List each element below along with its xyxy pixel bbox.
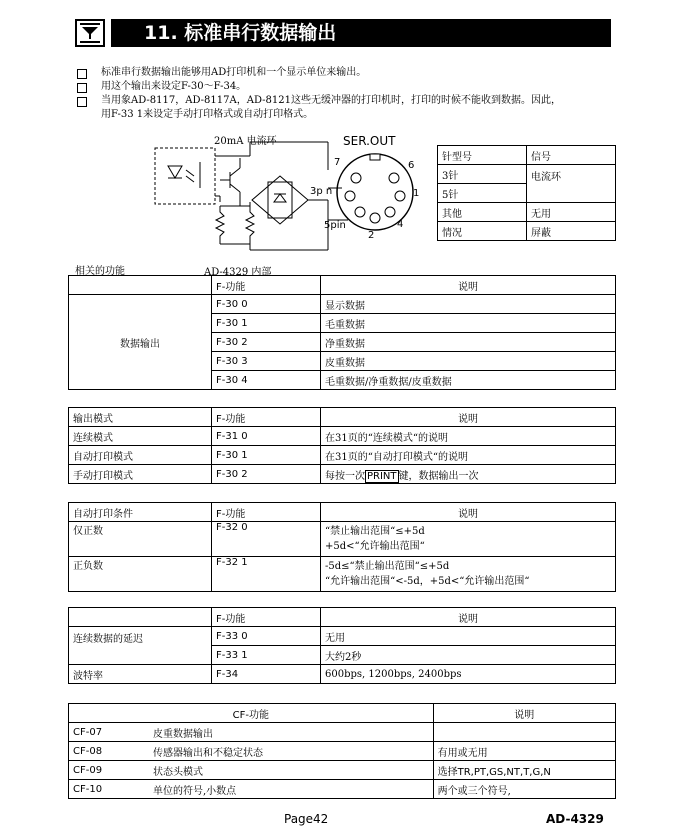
pin-label-1: 1 (413, 188, 420, 199)
model-name: AD-4329 (546, 812, 604, 826)
table-row: F-33 1 大约2秒 (69, 646, 616, 665)
pin-label-7: 7 (334, 157, 341, 168)
table-row: F-功能 说明 (69, 608, 616, 627)
table-row: 正负数 F-32 1 -5d≤“禁止输出范围“≤+5d “允许输出范围“<-5d，+5d<“允许输出范围“ (69, 557, 616, 592)
pin-label-4: 4 (397, 219, 404, 230)
table-row: 数据输出 F-30 0 显示数据 (69, 295, 616, 314)
table-row: CF-09 状态头模式 选择TR,PT,GS,NT,T,G,N (69, 761, 616, 780)
print-key-label: PRINT (367, 470, 397, 482)
table-row: 针型号 信号 (438, 146, 616, 165)
related-functions-label: 相关的功能 (75, 266, 125, 277)
table-row: CF-功能 说明 (69, 704, 616, 723)
pin-label-5: 5pin (324, 220, 346, 231)
internal-label: AD-4329 内部 (204, 267, 272, 278)
page-number: Page42 (284, 812, 329, 826)
section-title: 11. 标准串行数据输出 (111, 19, 611, 47)
list-item: 当用象AD-8117，AD-8117A，AD-8121这些无缓冲器的打印机时，打印的时候不能收到数据。因此， (75, 94, 615, 108)
current-loop-label: 20mA 电流环 (214, 136, 277, 147)
list-item: 标准串行数据输出能够用AD打印机和一个显示单位来输出。 (75, 66, 615, 80)
table-row: 手动打印模式 F-30 2 每按一次 PRINT 键，数据输出一次 (69, 465, 616, 484)
pin-table (437, 145, 616, 241)
table-row: F-功能 说明 (69, 276, 616, 295)
table-row: 波特率 F-34 600bps, 1200bps, 2400bps (69, 665, 616, 684)
section-icon (75, 19, 105, 47)
table-row: F-30 2 净重数据 (69, 333, 616, 352)
table-row: CF-08 传感器输出和不稳定状态 有用或无用 (69, 742, 616, 761)
table-row: CF-10 单位的符号,小数点 两个或三个符号, (69, 780, 616, 799)
intro-list (75, 66, 615, 122)
pin-label-2: 2 (368, 230, 375, 241)
pin-label-6: 6 (408, 160, 415, 171)
data-output-table (68, 275, 616, 390)
table-row: F-30 3 皮重数据 (69, 352, 616, 371)
table-row: 3针 电流环 (438, 165, 616, 184)
table-row: 自动打印条件 F-功能 说明 (69, 503, 616, 522)
list-item-continuation: 用F-33 1来设定手动打印格式或自动打印格式。 (101, 109, 314, 120)
table-row: 情况 屏蔽 (438, 222, 616, 241)
table-row: F-30 4 毛重数据/净重数据/皮重数据 (69, 371, 616, 390)
table-row: F-30 1 毛重数据 (69, 314, 616, 333)
table-row: 自动打印模式 F-30 1 在31页的“自动打印模式“的说明 (69, 446, 616, 465)
table-row: 仅正数 F-32 0 “禁止输出范围“≤+5d +5d<“允许输出范围“ (69, 522, 616, 557)
table-row: 5针 (438, 184, 616, 203)
table-row: 连续模式 F-31 0 在31页的“连续模式“的说明 (69, 427, 616, 446)
auto-print-condition-table (68, 502, 616, 592)
table-row: 连续数据的延迟 F-33 0 无用 (69, 627, 616, 646)
circuit-diagram (150, 140, 440, 265)
delay-baud-table (68, 607, 616, 684)
table-row: 输出模式 F-功能 说明 (69, 408, 616, 427)
list-item: 用这个输出来设定F-30～F-34。 (75, 80, 615, 94)
table-row: 其他 无用 (438, 203, 616, 222)
cf-function-table (68, 703, 616, 799)
table-row: CF-07 皮重数据输出 (69, 723, 616, 742)
pin-label-3: 3p n (310, 186, 333, 197)
ser-out-label: SER.OUT (343, 134, 396, 148)
output-mode-table (68, 407, 616, 484)
